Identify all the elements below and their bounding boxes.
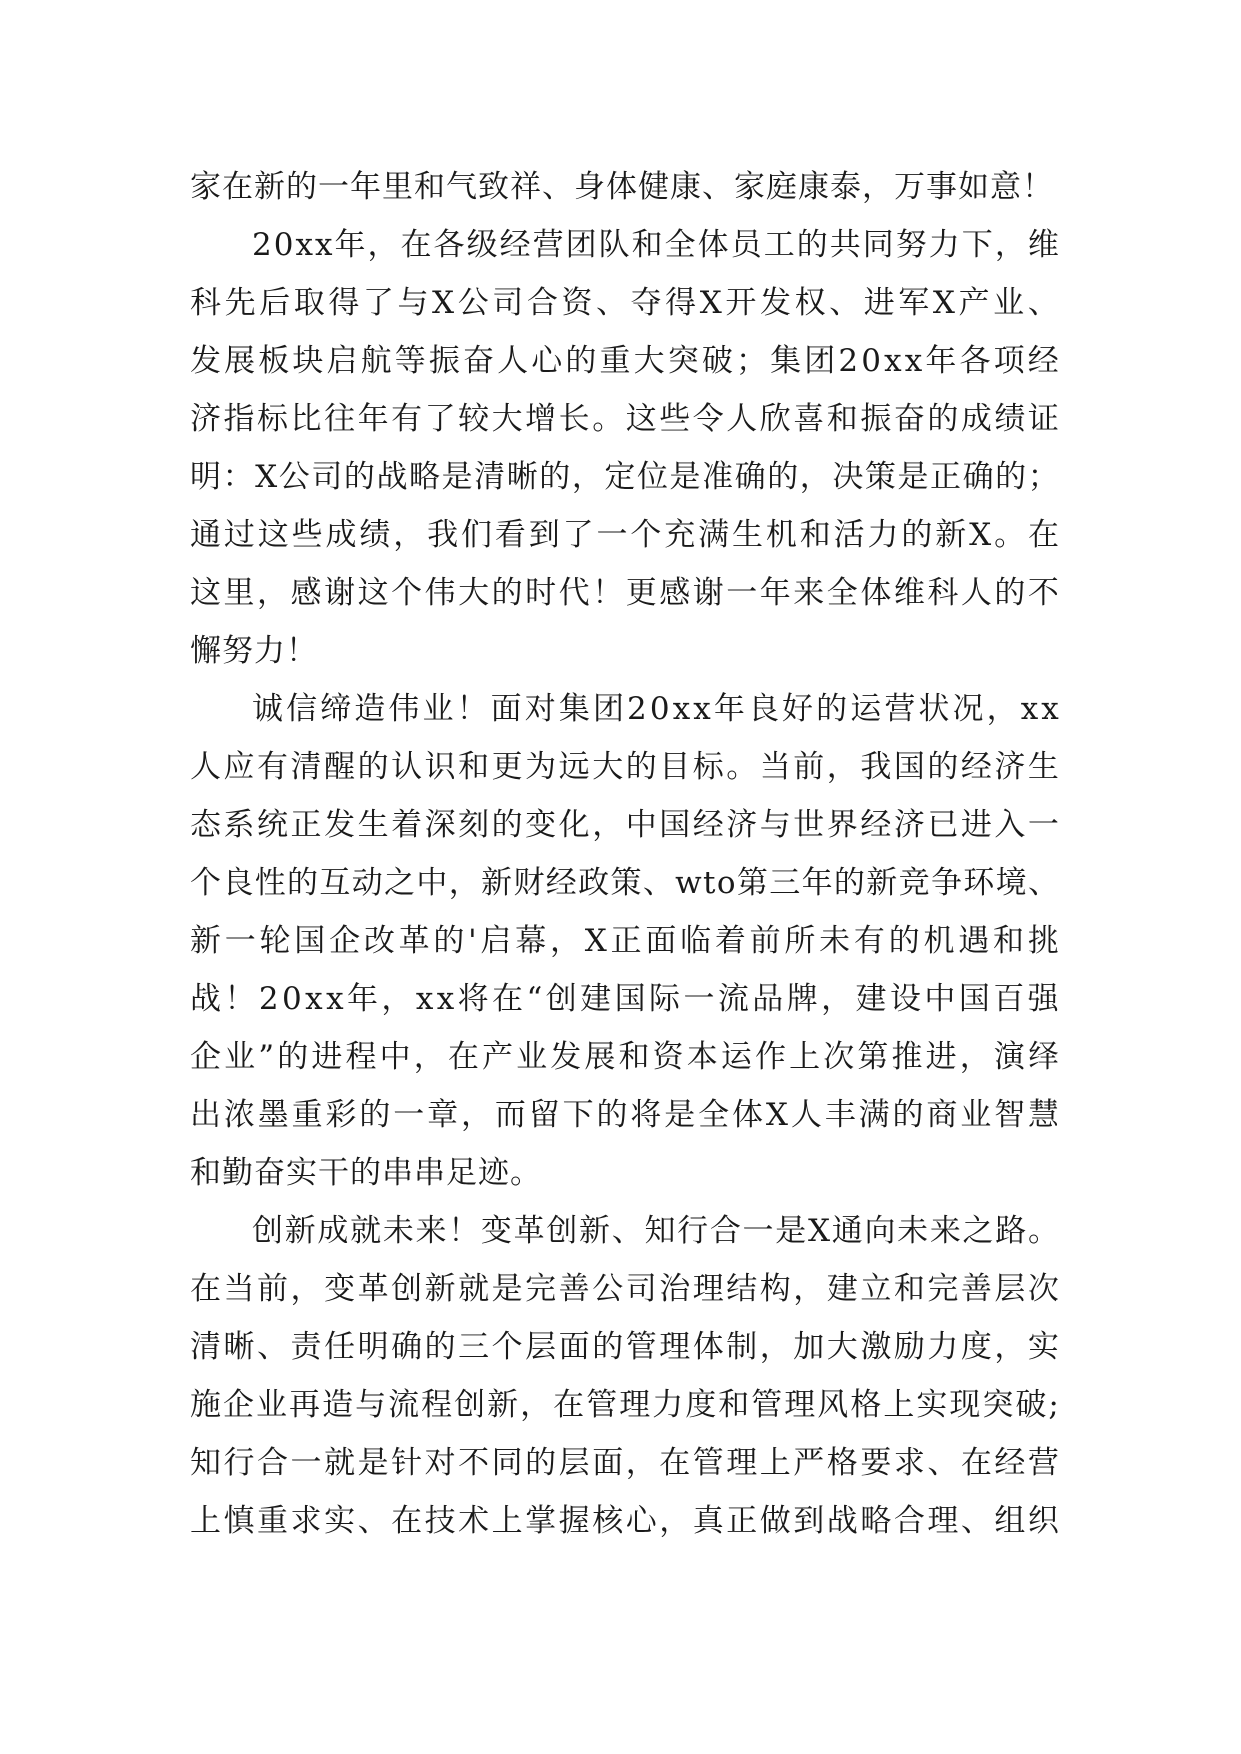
text-line: 施 企 业 再 造 与 流 程 创 新 ， 在 管 理 力 度 和 管 理 风 格 上 实 现 突 破 ;	[190, 1387, 1060, 1423]
text-line: 济 指 标 比 往 年 有 了 较 大 增 长 。 这 些 令 人 欣 喜 和 振 奋 的 成 绩 证	[190, 401, 1060, 437]
text-line: 懈努力！	[190, 633, 318, 669]
text-line: 上 慎 重 求 实 、 在 技 术 上 掌 握 核 心 ， 真 正 做 到 战 略 合 理 、 组 织	[190, 1503, 1060, 1539]
text-line: 家在新的一年里和气致祥、身体健康、家庭康泰，万事如意！	[190, 169, 1054, 205]
paragraph-first-line: 创 新 成 就 未 来 ！ 变 革 创 新 、 知 行 合 一 是 X 通 向 未 来 之 路 。	[252, 1213, 1060, 1249]
text-line: 态 系 统 正 发 生 着 深 刻 的 变 化 ， 中 国 经 济 与 世 界 经 济 已 进 入 一	[190, 807, 1060, 843]
text-line: 这 里 ， 感 谢 这 个 伟 大 的 时 代 ！ 更 感 谢 一 年 来 全 体 维 科 人 的 不	[190, 575, 1060, 611]
text-line: 个 良 性 的 互 动 之 中 ， 新 财 经 政 策 、 w t o 第 三 年 的 新 竞 争 环 境 、	[190, 865, 1060, 901]
text-line: 发 展 板 块 启 航 等 振 奋 人 心 的 重 大 突 破 ； 集 团 2 0 x x 年 各 项 经	[190, 343, 1060, 379]
text-line: 科 先 后 取 得 了 与 X 公 司 合 资 、 夺 得 X 开 发 权 、 进 军 X 产 业 、	[190, 285, 1060, 321]
text-line: 战 ！ 2 0 x x 年 ， x x 将 在 “ 创 建 国 际 一 流 品 牌 ， 建 设 中 国 百 强	[190, 981, 1060, 1017]
document-body	[190, 158, 1060, 1550]
text-line: 在 当 前 ， 变 革 创 新 就 是 完 善 公 司 治 理 结 构 ， 建 立 和 完 善 层 次	[190, 1271, 1060, 1307]
text-line: 通 过 这 些 成 绩 ， 我 们 看 到 了 一 个 充 满 生 机 和 活 力 的 新 X 。 在	[190, 517, 1060, 553]
paragraph-first-line: 2 0 x x 年 ， 在 各 级 经 营 团 队 和 全 体 员 工 的 共 同 努 力 下 ， 维	[252, 227, 1060, 263]
text-line: 新 一 轮 国 企 改 革 的 ' 启 幕 ， X 正 面 临 着 前 所 未 有 的 机 遇 和 挑	[190, 923, 1060, 959]
text-line: 人 应 有 清 醒 的 认 识 和 更 为 远 大 的 目 标 。 当 前 ， 我 国 的 经 济 生	[190, 749, 1060, 785]
text-line: 知 行 合 一 就 是 针 对 不 同 的 层 面 ， 在 管 理 上 严 格 要 求 、 在 经 营	[190, 1445, 1060, 1481]
paragraph-first-line: 诚 信 缔 造 伟 业 ！ 面 对 集 团 2 0 x x 年 良 好 的 运 营 状 况 ， x x	[252, 691, 1060, 727]
text-line: 清 晰 、 责 任 明 确 的 三 个 层 面 的 管 理 体 制 ， 加 大 激 励 力 度 ， 实	[190, 1329, 1060, 1365]
text-line: 出 浓 墨 重 彩 的 一 章 ， 而 留 下 的 将 是 全 体 X 人 丰 满 的 商 业 智 慧	[190, 1097, 1060, 1133]
text-line: 企 业 ” 的 进 程 中 ， 在 产 业 发 展 和 资 本 运 作 上 次 第 推 进 ， 演 绎	[190, 1039, 1060, 1075]
text-line: 明 ： X 公 司 的 战 略 是 清 晰 的 ， 定 位 是 准 确 的 ， 决 策 是 正 确 的 ；	[190, 459, 1060, 495]
text-line: 和勤奋实干的串串足迹。	[190, 1155, 542, 1191]
